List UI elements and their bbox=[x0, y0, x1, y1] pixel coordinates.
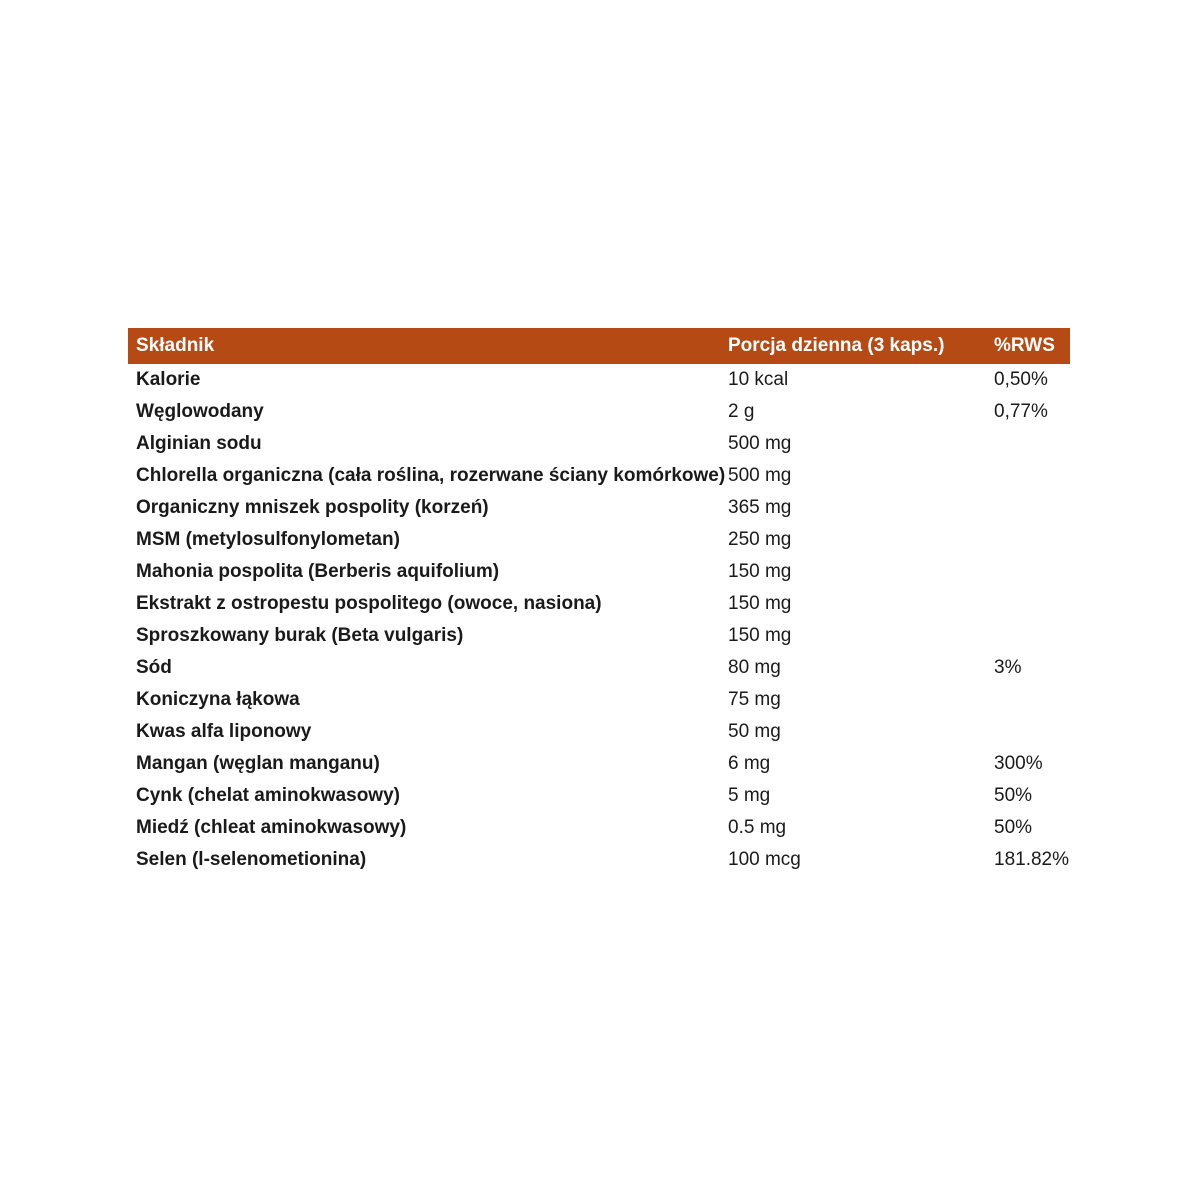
header-ingredient: Składnik bbox=[136, 335, 215, 356]
ingredient-name: Mangan (węglan manganu) bbox=[136, 753, 380, 774]
ingredient-name: Selen (l-selenometionina) bbox=[136, 849, 367, 870]
ingredient-rws: 50% bbox=[994, 785, 1033, 806]
table-row bbox=[128, 460, 1070, 492]
ingredient-dose: 500 mg bbox=[728, 465, 792, 486]
table-row bbox=[128, 812, 1070, 844]
ingredient-name: Koniczyna łąkowa bbox=[136, 689, 300, 710]
ingredient-dose: 500 mg bbox=[728, 433, 792, 454]
ingredient-name: Sproszkowany burak (Beta vulgaris) bbox=[136, 625, 464, 646]
table-header-row bbox=[128, 328, 1070, 364]
table-row bbox=[128, 364, 1070, 396]
ingredient-name: Kwas alfa liponowy bbox=[136, 721, 312, 742]
ingredient-name: Węglowodany bbox=[136, 401, 264, 422]
table-row bbox=[128, 588, 1070, 620]
ingredient-dose: 150 mg bbox=[728, 625, 792, 646]
table-row bbox=[128, 716, 1070, 748]
ingredient-dose: 365 mg bbox=[728, 497, 792, 518]
ingredient-dose: 2 g bbox=[728, 401, 755, 422]
ingredient-name: MSM (metylosulfonylometan) bbox=[136, 529, 400, 550]
ingredient-rws: 181.82% bbox=[994, 849, 1070, 870]
ingredient-name: Mahonia pospolita (Berberis aquifolium) bbox=[136, 561, 500, 582]
ingredient-name: Sód bbox=[136, 657, 172, 678]
ingredient-rws: 300% bbox=[994, 753, 1043, 774]
table-row bbox=[128, 556, 1070, 588]
table-row bbox=[128, 620, 1070, 652]
ingredient-dose: 150 mg bbox=[728, 561, 792, 582]
ingredient-name: Kalorie bbox=[136, 369, 201, 390]
ingredient-dose: 250 mg bbox=[728, 529, 792, 550]
ingredient-dose: 6 mg bbox=[728, 753, 771, 774]
ingredient-name: Miedź (chleat aminokwasowy) bbox=[136, 817, 407, 838]
table-row bbox=[128, 492, 1070, 524]
table-row bbox=[128, 428, 1070, 460]
table-row bbox=[128, 684, 1070, 716]
ingredient-dose: 80 mg bbox=[728, 657, 781, 678]
ingredient-name: Ekstrakt z ostropestu pospolitego (owoce, nasiona) bbox=[136, 593, 602, 614]
header-rws: %RWS bbox=[994, 335, 1055, 356]
ingredient-rws: 3% bbox=[994, 657, 1022, 678]
ingredient-dose: 5 mg bbox=[728, 785, 771, 806]
ingredient-rws: 0,77% bbox=[994, 401, 1048, 422]
ingredient-dose: 50 mg bbox=[728, 721, 781, 742]
table-row bbox=[128, 844, 1070, 876]
ingredient-name: Cynk (chelat aminokwasowy) bbox=[136, 785, 400, 806]
ingredient-rws: 50% bbox=[994, 817, 1033, 838]
header-daily-dose: Porcja dzienna (3 kaps.) bbox=[728, 335, 945, 356]
ingredient-dose: 150 mg bbox=[728, 593, 792, 614]
ingredient-name: Alginian sodu bbox=[136, 433, 262, 454]
table-row bbox=[128, 396, 1070, 428]
table-row bbox=[128, 652, 1070, 684]
nutrition-table bbox=[128, 328, 1070, 876]
ingredient-name: Organiczny mniszek pospolity (korzeń) bbox=[136, 497, 489, 518]
ingredient-rws: 0,50% bbox=[994, 369, 1048, 390]
ingredient-dose: 10 kcal bbox=[728, 369, 789, 390]
ingredient-dose: 0.5 mg bbox=[728, 817, 787, 838]
ingredient-dose: 75 mg bbox=[728, 689, 781, 710]
table-body bbox=[128, 364, 1070, 876]
table-row bbox=[128, 524, 1070, 556]
ingredient-name: Chlorella organiczna (cała roślina, rozerwane ściany komórkowe) bbox=[136, 465, 726, 486]
table-row bbox=[128, 780, 1070, 812]
table-row bbox=[128, 748, 1070, 780]
ingredient-dose: 100 mcg bbox=[728, 849, 801, 870]
